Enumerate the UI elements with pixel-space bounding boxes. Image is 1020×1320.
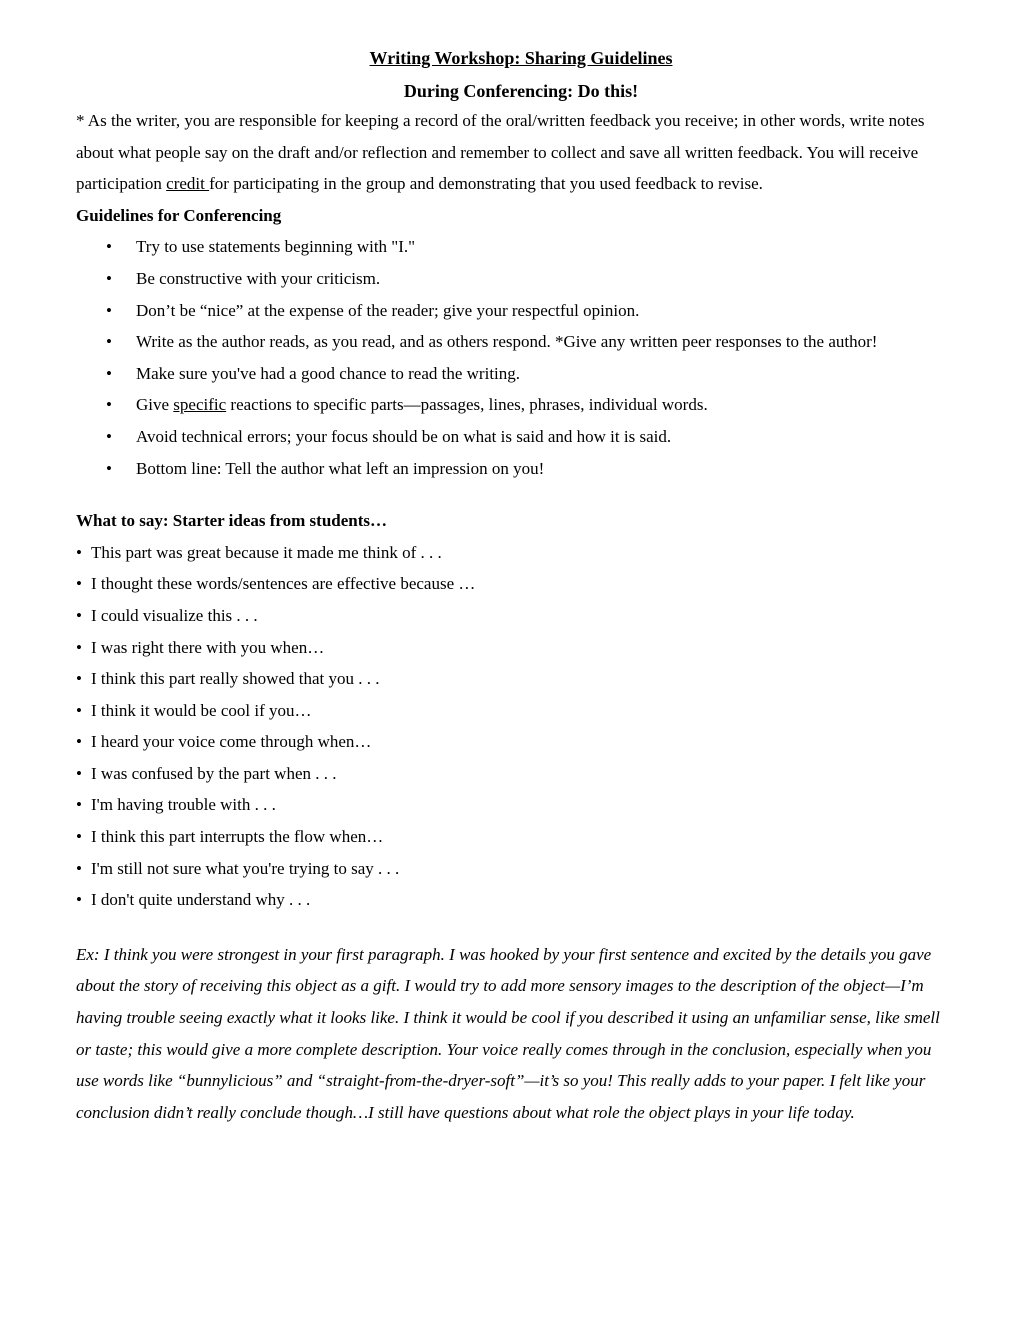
bullet-icon: • bbox=[106, 332, 112, 352]
starter-text: I don't quite understand why . . . bbox=[91, 890, 311, 910]
starter-text: I'm having trouble with . . . bbox=[91, 795, 276, 815]
starters-list bbox=[76, 537, 956, 916]
document-title: Writing Workshop: Sharing Guidelines bbox=[369, 48, 673, 68]
bullet-icon: • bbox=[106, 426, 112, 446]
starter-text: I heard your voice come through when… bbox=[91, 732, 372, 752]
guideline-text-after: reactions to specific parts—passages, lines, phrases, individual words. bbox=[226, 395, 708, 415]
guideline-text: Bottom line: Tell the author what left an impression on you! bbox=[136, 458, 545, 478]
intro-paragraph bbox=[76, 105, 956, 200]
list-item bbox=[76, 421, 956, 453]
list-item bbox=[76, 231, 956, 263]
starter-text: I was confused by the part when . . . bbox=[91, 763, 337, 783]
bullet-icon: • bbox=[76, 700, 82, 720]
intro-text-before: * As the writer, you are responsible for keeping a record of the oral/written feedback you receive; in other words, write notes about what people say on the draft and/or reflection and remember to collect and save all written feedback. You will receive participation bbox=[76, 111, 925, 194]
intro-text-after: for participating in the group and demonstrating that you used feedback to revise. bbox=[209, 174, 763, 194]
list-item bbox=[76, 726, 956, 758]
list-item bbox=[76, 695, 956, 727]
starters-heading: What to say: Starter ideas from students… bbox=[76, 511, 388, 531]
starter-text: I could visualize this . . . bbox=[91, 605, 258, 625]
example-paragraph: Ex: I think you were strongest in your first paragraph. I was hooked by your first sentence and excited by the details you gave about the story of receiving this object as a gift. I would try to add more sensory images to the description of the object—I’m having trouble seeing exactly what it looks like. I think it would be cool if you described it using an unfamiliar sense, like smell or taste; this would give a more complete description. Your voice really comes through in the conclusion, especially when you use words like “bunnylicious” and “straight-from-the-dryer-soft”—it’s so you! This really adds to your paper. I felt like your conclusion didn’t really conclude though…I still have questions about what role the object plays in your life today. bbox=[76, 944, 940, 1122]
bullet-icon: • bbox=[76, 669, 82, 689]
bullet-icon: • bbox=[76, 542, 82, 562]
list-item bbox=[76, 537, 956, 569]
list-item bbox=[76, 389, 956, 421]
section-subtitle: During Conferencing: Do this! bbox=[403, 81, 639, 101]
list-item bbox=[76, 853, 956, 885]
guideline-text: Make sure you've had a good chance to read the writing. bbox=[136, 363, 521, 383]
guideline-text: Try to use statements beginning with "I." bbox=[136, 237, 416, 257]
specific-underlined: specific bbox=[173, 395, 227, 415]
guidelines-heading: Guidelines for Conferencing bbox=[76, 205, 282, 225]
starter-text: I'm still not sure what you're trying to say . . . bbox=[91, 858, 400, 878]
list-item bbox=[76, 884, 956, 916]
list-item bbox=[76, 295, 956, 327]
bullet-icon: • bbox=[106, 268, 112, 288]
bullet-icon: • bbox=[76, 637, 82, 657]
bullet-icon: • bbox=[106, 237, 112, 257]
credit-underlined: credit bbox=[166, 174, 210, 194]
list-item bbox=[76, 263, 956, 295]
list-item bbox=[76, 568, 956, 600]
bullet-icon: • bbox=[76, 858, 82, 878]
list-item bbox=[76, 358, 956, 390]
bullet-icon: • bbox=[106, 458, 112, 478]
list-item bbox=[76, 453, 956, 485]
starter-text: I think it would be cool if you… bbox=[91, 700, 312, 720]
starter-text: I think this part really showed that you . . . bbox=[91, 669, 380, 689]
starter-text: I thought these words/sentences are effective because … bbox=[91, 574, 476, 594]
bullet-icon: • bbox=[76, 605, 82, 625]
list-item bbox=[76, 326, 956, 358]
document-page bbox=[76, 44, 956, 1128]
guideline-text: Be constructive with your criticism. bbox=[136, 268, 381, 288]
list-item bbox=[76, 758, 956, 790]
bullet-icon: • bbox=[76, 795, 82, 815]
bullet-icon: • bbox=[106, 300, 112, 320]
guideline-text: Don’t be “nice” at the expense of the reader; give your respectful opinion. bbox=[136, 300, 640, 320]
starter-text: I was right there with you when… bbox=[91, 637, 325, 657]
guideline-text-before: Give bbox=[136, 395, 174, 415]
list-item bbox=[76, 821, 956, 853]
bullet-icon: • bbox=[76, 763, 82, 783]
list-item bbox=[76, 632, 956, 664]
list-item bbox=[76, 600, 956, 632]
bullet-icon: • bbox=[106, 363, 112, 383]
bullet-icon: • bbox=[76, 732, 82, 752]
bullet-icon: • bbox=[76, 890, 82, 910]
guidelines-list bbox=[76, 231, 956, 484]
bullet-icon: • bbox=[76, 574, 82, 594]
guideline-text: Avoid technical errors; your focus should be on what is said and how it is said. bbox=[136, 426, 672, 446]
list-item bbox=[76, 789, 956, 821]
guideline-text: Write as the author reads, as you read, and as others respond. *Give any written peer responses to the author! bbox=[136, 332, 878, 352]
list-item bbox=[76, 663, 956, 695]
starter-text: This part was great because it made me think of . . . bbox=[91, 542, 442, 562]
starter-text: I think this part interrupts the flow when… bbox=[91, 827, 384, 847]
bullet-icon: • bbox=[76, 827, 82, 847]
bullet-icon: • bbox=[106, 395, 112, 415]
